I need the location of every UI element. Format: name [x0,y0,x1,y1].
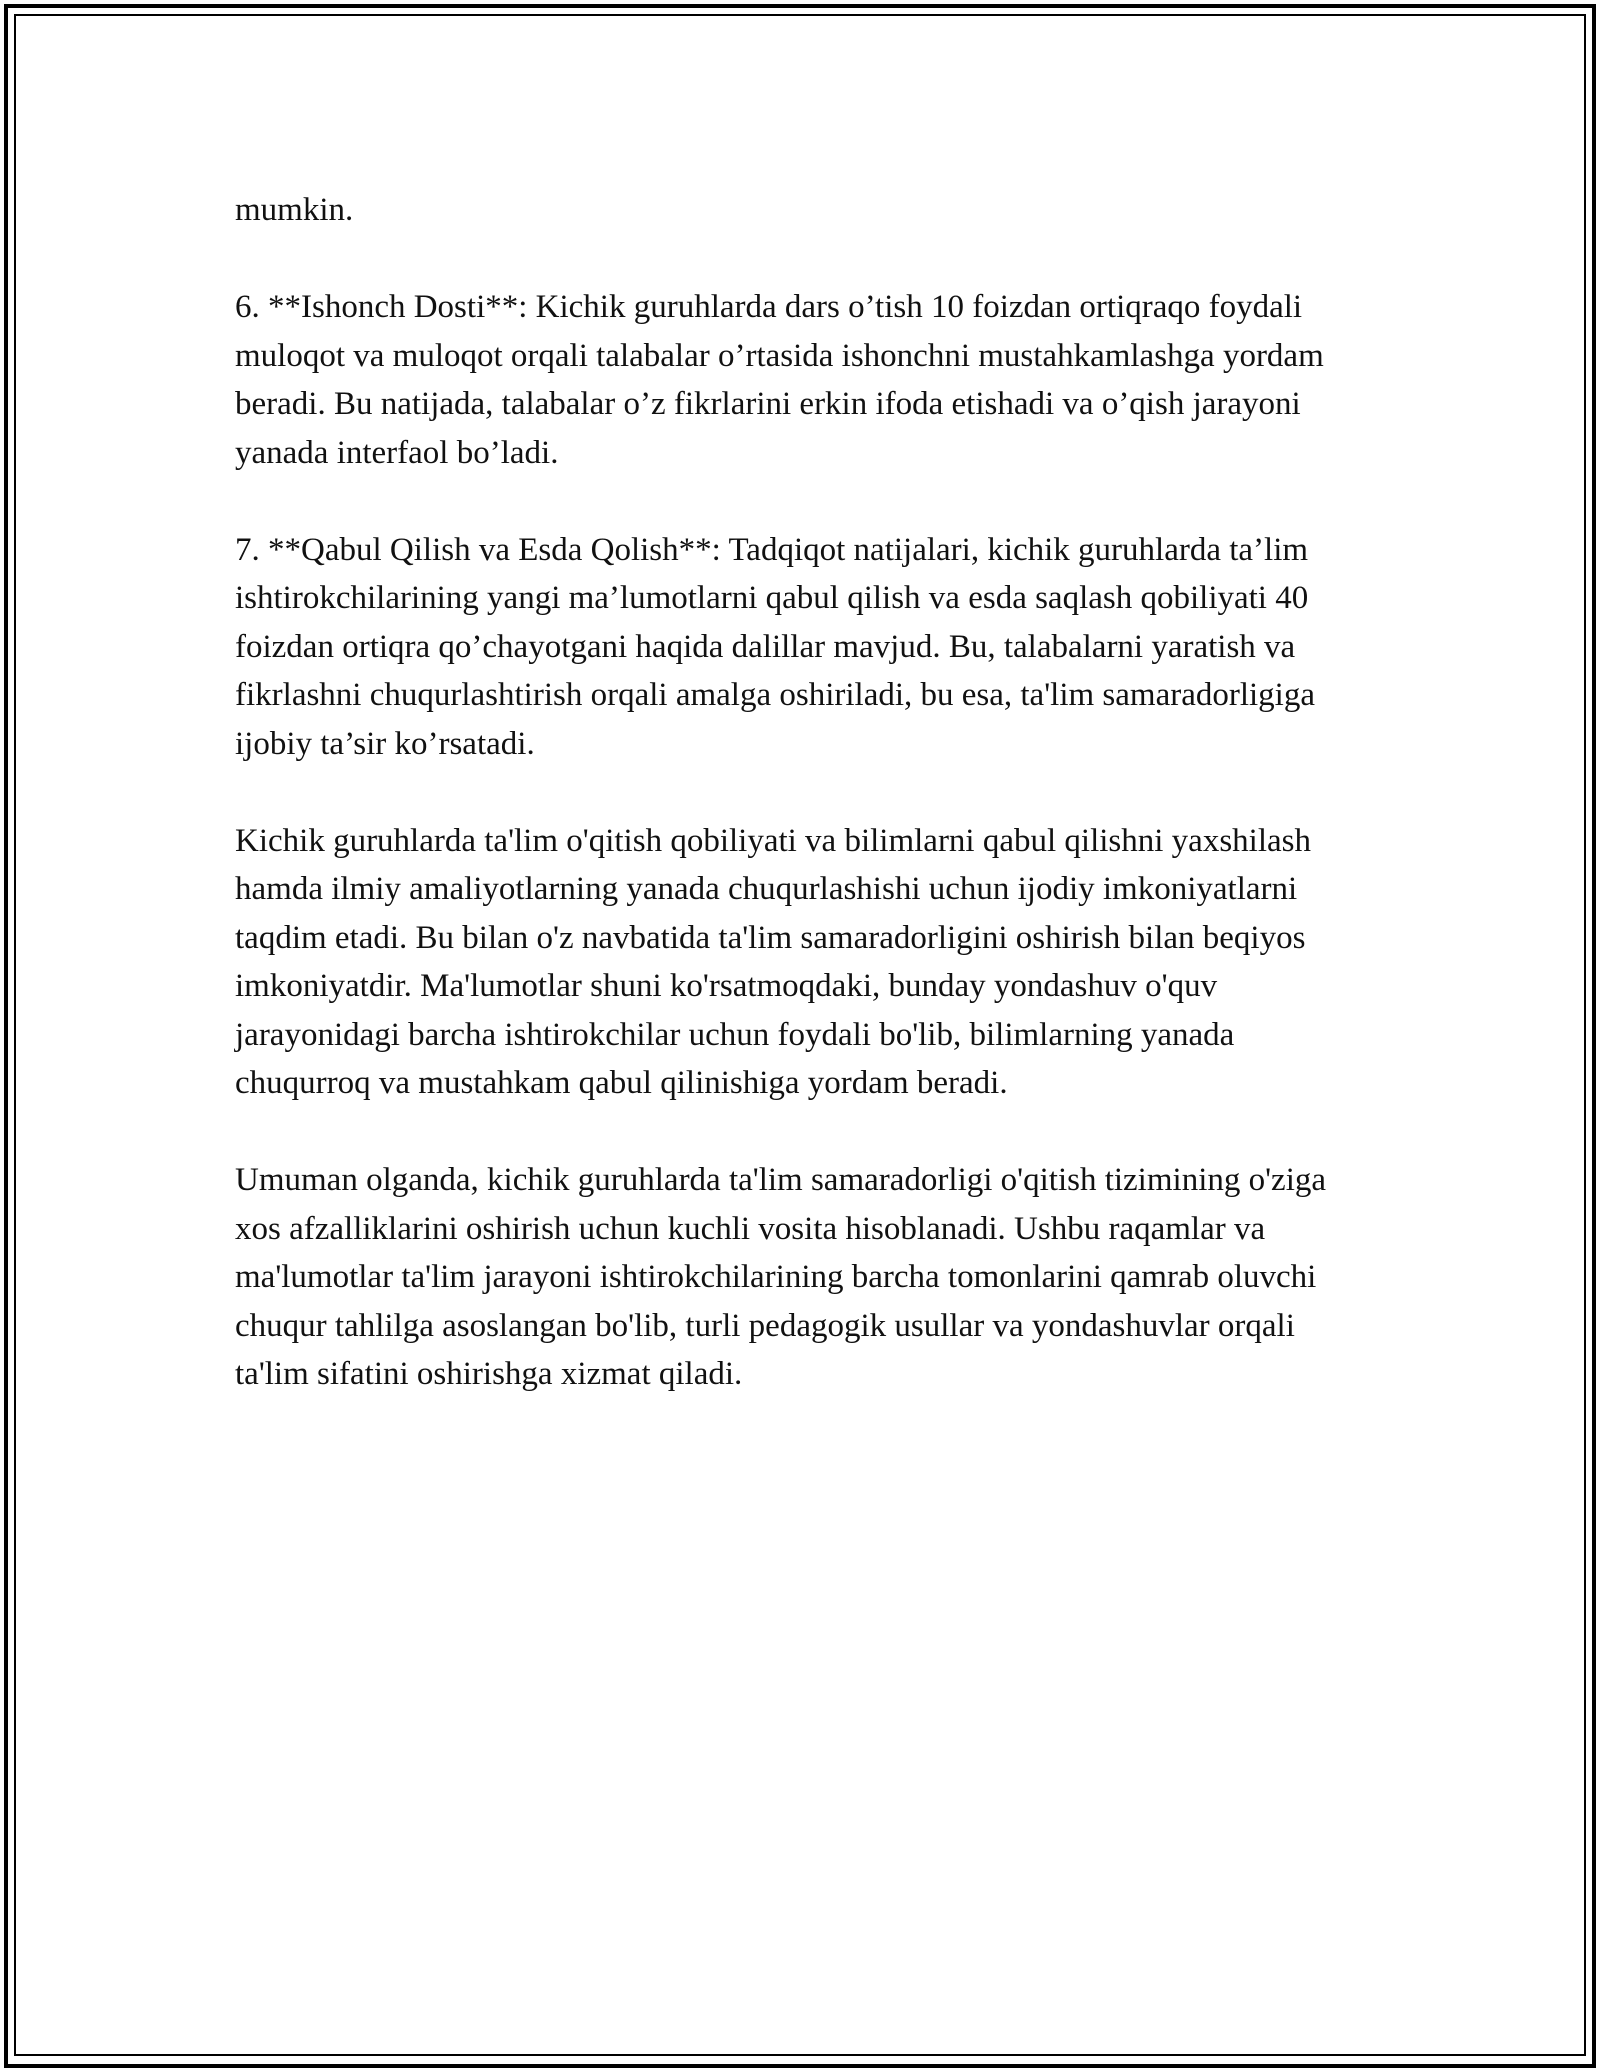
paragraph-conclusion: Umuman olganda, kichik guruhlarda ta'lim samaradorligi o'qitish tizimining o'ziga xos afzalliklarini oshirish uchun kuchli vosita hisoblanadi. Ushbu raqamlar va ma'lumotlar ta'lim jarayoni ishtirokchilarining barcha tomonlarini qamrab oluvchi chuqur tahlilga asoslangan bo'lib, turli pedagogik usullar va yondashuvlar orqali ta'lim sifatini oshirishga xizmat qiladi. [235,1162,1327,1392]
paragraph-summary: Kichik guruhlarda ta'lim o'qitish qobiliyati va bilimlarni qabul qilishni yaxshilash hamda ilmiy amaliyotlarning yanada chuqurlashishi uchun ijodiy imkoniyatlarni taqdim etadi. Bu bilan o'z navbatida ta'lim samaradorligini oshirish bilan beqiyos imkoniyatdir. Ma'lumotlar shuni ko'rsatmoqdaki, bunday yondashuv o'quv jarayonidagi barcha ishtirokchilar uchun foydali bo'lib, bilimlarning yanada chuqurroq va mustahkam qabul qilinishiga yordam beradi. [235,822,1311,1101]
paragraph-continuation: mumkin. [235,192,354,228]
document-body [235,186,1375,1447]
paragraph-item-7-qabul-qilish: 7. **Qabul Qilish va Esda Qolish**: Tadqiqot natijalari, kichik guruhlarda ta’lim ishtirokchilarining yangi ma’lumotlarni qabul qilish va esda saqlash qobiliyati 40 foizdan ortiqra qo’chayotgani haqida dalillar mavjud. Bu, talabalarni yaratish va fikrlashni chuqurlashtirish orqali amalga oshiriladi, bu esa, ta'lim samaradorligiga ijobiy ta’sir ko’rsatadi. [235,531,1315,762]
paragraph-item-6-ishonch-dosti: 6. **Ishonch Dosti**: Kichik guruhlarda dars o’tish 10 foizdan ortiqraqo foydali muloqot va muloqot orqali talabalar o’rtasida ishonchni mustahkamlashga yordam beradi. Bu natijada, talabalar o’z fikrlarini erkin ifoda etishadi va o’qish jarayoni yanada interfaol bo’ladi. [235,289,1324,471]
